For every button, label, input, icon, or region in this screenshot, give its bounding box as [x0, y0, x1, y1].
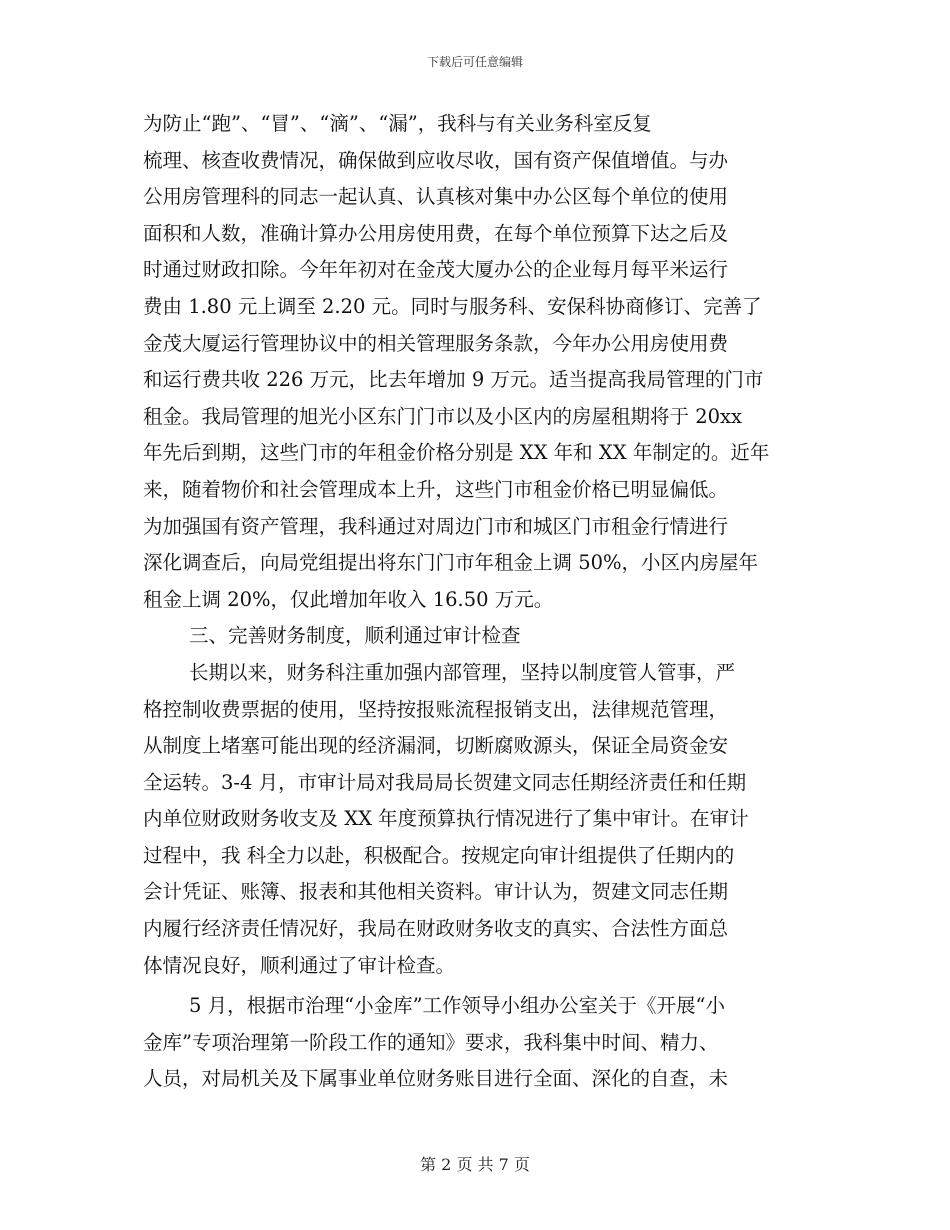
- paragraph-line: 梳理、核查收费情况，确保做到应收尽收，国有资产保值增值。与办: [143, 148, 729, 172]
- paragraph-line: 和运行费共收 226 万元，比去年增加 9 万元。适当提高我局管理的门市: [143, 368, 764, 392]
- paragraph-line: 金库”专项治理第一阶段工作的通知》要求，我科集中时间、精力、: [143, 1030, 719, 1054]
- page-number: 第 2 页 共 7 页: [420, 1155, 530, 1174]
- paragraph-line: 体情况良好，顺利通过了审计检查。: [143, 953, 456, 977]
- paragraph-line: 来，随着物价和社会管理成本上升，这些门市租金价格已明显偏低。: [143, 477, 729, 501]
- paragraph-line: 为防止“跑”、“冒”、“滴”、“漏”，我科与有关业务科室反复: [143, 112, 652, 135]
- paragraph-line: 5 月，根据市治理“小金库”工作领导小组办公室关于《开展“小: [189, 994, 726, 1018]
- paragraph-line: 长期以来，财务科注重加强内部管理，坚持以制度管人管事，严: [189, 660, 736, 684]
- paragraph-line: 从制度上堵塞可能出现的经济漏洞，切断腐败源头，保证全局资金安: [143, 734, 729, 758]
- paragraph-line: 年先后到期，这些门市的年租金价格分别是 XX 年和 XX 年制定的。近年: [143, 441, 770, 465]
- paragraph-line: 租金上调 20%，仅此增加年收入 16.50 万元。: [143, 587, 554, 611]
- paragraph-line: 深化调查后，向局党组提出将东门门市年租金上调 50%，小区内房屋年: [143, 551, 759, 575]
- paragraph-line: 为加强国有资产管理，我科通过对周边门市和城区门市租金行情进行: [143, 514, 729, 538]
- paragraph-line: 内履行经济责任情况好，我局在财政财务收支的真实、合法性方面总: [143, 917, 729, 941]
- paragraph-line: 费由 1.80 元上调至 2.20 元。同时与服务科、安保科协商修订、完善了: [143, 294, 762, 318]
- paragraph-line: 内单位财政财务收支及 XX 年度预算执行情况进行了集中审计。在审计: [143, 807, 749, 831]
- paragraph-line: 金茂大厦运行管理协议中的相关管理服务条款，今年办公用房使用费: [143, 331, 729, 355]
- section-heading: 三、完善财务制度，顺利通过审计检查: [189, 624, 521, 648]
- paragraph-line: 格控制收费票据的使用，坚持按报账流程报销支出，法律规范管理，: [143, 697, 729, 721]
- paragraph-line: 时通过财政扣除。今年年初对在金茂大厦办公的企业每月每平米运行: [143, 258, 729, 282]
- paragraph-line: 全运转。3-4 月，市审计局对我局局长贺建文同志任期经济责任和任期: [143, 770, 747, 794]
- paragraph-line: 面积和人数，准确计算办公用房使用费，在每个单位预算下达之后及: [143, 221, 729, 245]
- document-body: [143, 106, 811, 1098]
- paragraph-line: 租金。我局管理的旭光小区东门门市以及小区内的房屋租期将于 20xx: [143, 404, 743, 428]
- header-note: 下载后可任意编辑: [426, 55, 523, 69]
- paragraph-line: 公用房管理科的同志一起认真、认真核对集中办公区每个单位的使用: [143, 185, 729, 209]
- paragraph-line: 会计凭证、账簿、报表和其他相关资料。审计认为，贺建文同志任期: [143, 880, 729, 904]
- paragraph-line: 人员，对局机关及下属事业单位财务账目进行全面、深化的自查，未: [143, 1067, 729, 1091]
- paragraph-line: 过程中，我 科全力以赴，积极配合。按规定向审计组提供了任期内的: [143, 843, 735, 867]
